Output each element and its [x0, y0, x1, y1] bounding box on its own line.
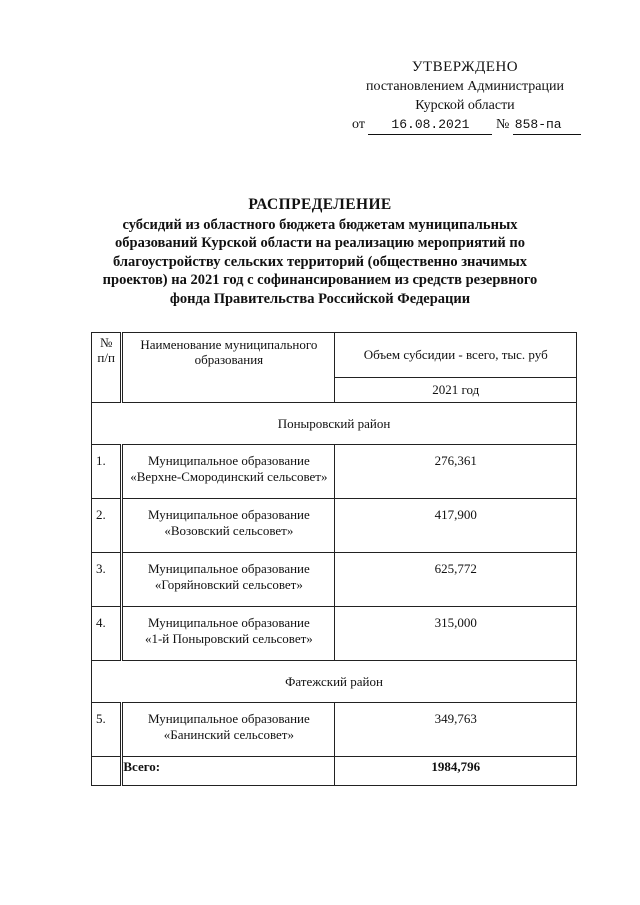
- district-row: [92, 403, 577, 445]
- title-heading: РАСПРЕДЕЛЕНИЕ: [248, 196, 392, 213]
- document-title: [80, 196, 560, 308]
- approval-heading: УТВЕРЖДЕНО: [411, 59, 519, 75]
- district-name: Фатежский район: [92, 661, 577, 703]
- header-name: [122, 333, 335, 403]
- row-value: 276,361: [335, 445, 577, 499]
- row-name-line-2: «Банинский сельсовет»: [163, 727, 294, 742]
- table-row: [92, 445, 577, 499]
- total-row: [92, 757, 577, 786]
- row-value: 417,900: [335, 499, 577, 553]
- row-name-line-1: Муниципальное образование: [147, 453, 310, 468]
- row-num: 4.: [92, 607, 122, 661]
- row-name-line-2: «Верхне-Смородинский сельсовет»: [130, 469, 328, 484]
- district-row: [92, 661, 577, 703]
- row-name-line-1: Муниципальное образование: [147, 507, 310, 522]
- approval-date: 16.08.2021: [368, 115, 492, 135]
- approval-number: 858-па: [513, 115, 581, 135]
- row-num: 1.: [92, 445, 122, 499]
- approval-line-2: Курской области: [415, 98, 515, 113]
- row-name: [122, 445, 335, 499]
- approval-line-1: постановлением Администрации: [366, 79, 564, 94]
- title-line-3: благоустройству сельских территорий (общественно значимых: [112, 253, 528, 270]
- header-year: 2021 год: [335, 378, 577, 403]
- header-num: [92, 333, 122, 403]
- header-num-line-2: п/п: [97, 350, 115, 365]
- title-line-2: образований Курской области на реализацию мероприятий по: [115, 235, 525, 251]
- row-name-line-2: «1-й Поныровский сельсовет»: [144, 631, 313, 646]
- title-line-1: субсидий из областного бюджета бюджетам муниципальных: [122, 216, 518, 233]
- row-name: [122, 499, 335, 553]
- table-header-row: [92, 333, 577, 378]
- number-prefix: №: [495, 117, 510, 132]
- total-num-cell: [92, 757, 122, 786]
- title-line-4: проектов) на 2021 год с софинансированием из средств резервного: [102, 272, 538, 288]
- approval-date-line: [340, 115, 590, 135]
- row-name-line-2: «Возовский сельсовет»: [164, 523, 294, 538]
- date-prefix: от: [352, 117, 365, 132]
- row-value: 315,000: [335, 607, 577, 661]
- distribution-table: [91, 332, 577, 786]
- total-label: Всего:: [122, 757, 335, 786]
- row-name-line-1: Муниципальное образование: [147, 615, 310, 630]
- table-row: [92, 553, 577, 607]
- approval-stamp: [340, 58, 590, 135]
- table-row: [92, 703, 577, 757]
- row-num: 5.: [92, 703, 122, 757]
- row-name-line-1: Муниципальное образование: [147, 711, 310, 726]
- row-name-line-1: Муниципальное образование: [147, 561, 310, 576]
- district-name: Поныровский район: [92, 403, 577, 445]
- row-name: [122, 607, 335, 661]
- row-name: [122, 703, 335, 757]
- header-num-line-1: №: [99, 335, 113, 350]
- row-num: 2.: [92, 499, 122, 553]
- header-name-line-1: Наименование муниципального: [140, 337, 318, 352]
- total-value: 1984,796: [335, 757, 577, 786]
- row-value: 625,772: [335, 553, 577, 607]
- row-value: 349,763: [335, 703, 577, 757]
- row-name: [122, 553, 335, 607]
- title-line-5: фонда Правительства Российской Федерации: [169, 290, 471, 307]
- header-name-line-2: образования: [194, 352, 264, 367]
- table-row: [92, 607, 577, 661]
- header-value: Объем субсидии - всего, тыс. руб: [335, 333, 577, 378]
- table-row: [92, 499, 577, 553]
- row-num: 3.: [92, 553, 122, 607]
- row-name-line-2: «Горяйновский сельсовет»: [154, 577, 303, 592]
